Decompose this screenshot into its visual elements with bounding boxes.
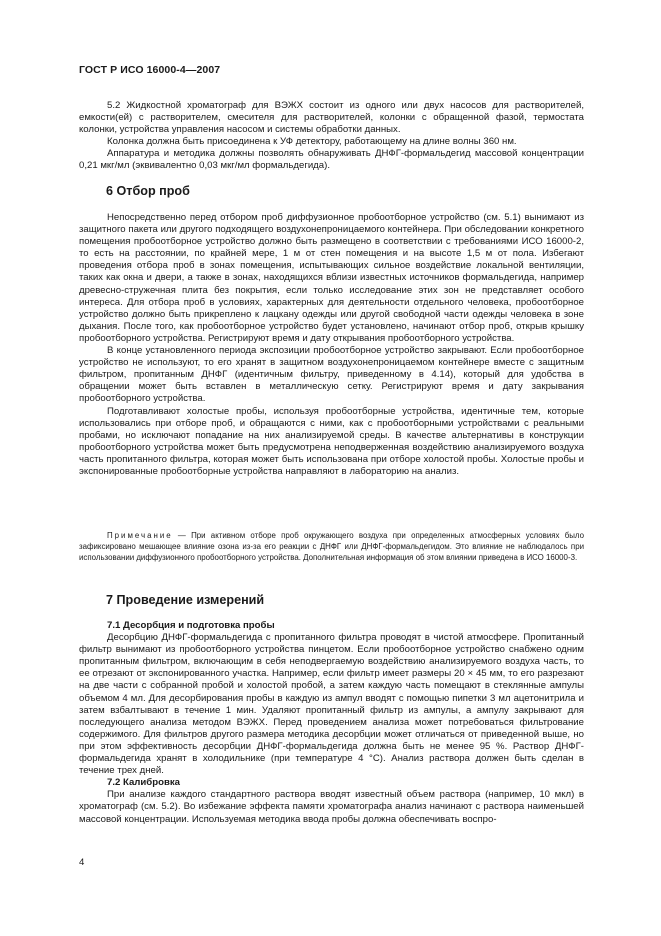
paragraph: Аппаратура и методика должны позволять обнаруживать ДНФГ-формальдегид массовой концентрации 0,21 мкг/мл (эквивалентно 0,03 мкг/мл формальдегида).	[79, 148, 584, 172]
paragraph: При анализе каждого стандартного раствора вводят известный объем раствора (например, 10 мкл) в хроматограф (см. 5.2). Во избежание эффекта памяти хроматографа анализ начинают с раствора наименьшей массовой концентрации. Используемая методика ввода пробы должна обеспечивать воспро-	[79, 789, 584, 825]
paragraph: Колонка должна быть присоединена к УФ детектору, работающему на длине волны 360 нм.	[107, 136, 517, 148]
document-header: ГОСТ Р ИСО 16000-4—2007	[79, 64, 221, 76]
page-number: 4	[79, 857, 85, 868]
clause-5-2	[79, 100, 584, 173]
section-6-heading: 6 Отбор проб	[106, 184, 190, 198]
note-paragraph	[79, 530, 584, 564]
note-block	[79, 530, 584, 564]
section-7-body	[79, 620, 584, 826]
subsection-7-2-title: 7.2 Калибровка	[107, 777, 180, 789]
note-label: Примечание	[107, 531, 173, 540]
subsection-7-1-title: 7.1 Десорбция и подготовка пробы	[107, 620, 275, 631]
section-6-body	[79, 212, 584, 478]
paragraph: Десорбцию ДНФГ-формальдегида с пропитанного фильтра проводят в чистой атмосфере. Пропитанный фильтр вынимают из пробоотборного устройства пинцетом. Если пробоотборное устройство снабжено одним пропитанным фильтром, включающим в себя неподвергаемую воздействию анализируемого воздуха часть, то ее отрезают от экспонированного участка. Например, если фильтр имеет размеры 20 × 45 мм, то его разрезают на две части с собранной пробой и холостой пробой, а затем каждую часть помещают в стеклянные ампулы объемом 4 мл. Для десорбирования пробы в каждую из ампул вводят с помощью пипетки 3 мл ацетонитрила и затем взбалтывают в течение 1 мин. Удаляют пропитанный фильтр из ампулы, а ампулу закрывают для последующего анализа методом ВЭЖХ. Перед проведением анализа может потребоваться фильтрование содержимого. Для фильтров другого размера методика десорбции может отличаться от приведенной выше, но при этом эффективность десорбции ДНФГ-формальдегида должна быть не менее 95 %. Раствор ДНФГ-формальдегида хранят в холодильнике (при температуре 4 °С). Анализ раствора должен быть сделан в течение трех дней.	[79, 632, 584, 777]
paragraph: 5.2 Жидкостной хроматограф для ВЭЖХ состоит из одного или двух насосов для растворителей, емкости(ей) с растворителем, смесителя для растворителей, колонки с обращенной фазой, термостата колонки, устройства управления насосом и системы обработки данных.	[79, 100, 584, 136]
paragraph: Подготавливают холостые пробы, используя пробоотборные устройства, идентичные тем, которые использовались при отборе проб, и обращаются с ними, как с пробоотборными устройствами с реальными пробами, но исключают попадание на них анализируемой среды. В качестве альтернативы в конструкции пробоотборного устройства может быть предусмотрена неподверженная воздействию анализируемого воздуха часть пропитанного фильтра, которая может быть использована при отборе холостой пробы. Холостые пробы и экспонированные пробоотборные устройства направляют в лабораторию на анализ.	[79, 405, 584, 477]
note-text: — При активном отборе проб окружающего воздуха при определенных атмосферных условиях было зафиксировано мешающее влияние озона из-за его реакции с ДНФГ или ДНФГ-формальдегидом. Это влияние не наблюдалось при использовании диффузионного пробоотборного устройства. Дополнительная информация об этом влиянии приведена в ИСО 16000-3.	[79, 531, 584, 563]
section-7-heading: 7 Проведение измерений	[106, 593, 265, 607]
paragraph: В конце установленного периода экспозиции пробоотборное устройство закрывают. Если пробоотборное устройство не используют, то его хранят в защитном воздухонепроницаемом контейнере вместе с защитным фильтром, пропитанным ДНФГ (идентичным фильтру, приведенному в 4.14), который для удобства в обращении может быть вставлен в металлическую сетку. Регистрируют время и дату закрывания пробоотборного устройства.	[79, 345, 584, 405]
paragraph: Непосредственно перед отбором проб диффузионное пробоотборное устройство (см. 5.1) вынимают из защитного пакета или другого подходящего воздухонепроницаемого контейнера. При обследовании конкретного помещения пробоотборное устройство должно быть размещено в соответствии с требованиями ИСО 16000-2, то есть на расстоянии, по крайней мере, 1 м от стен помещения и на высоте 1,5 м от пола. Избегают проведения отбора проб в зонах помещения, испытывающих сильное воздействие локальной вентиляции, таких как окна и двери, а также в зонах, находящихся вблизи известных источников формальдегида, например древесно-стружечная плита без покрытия, если только исследование этих зон не представляет особого интереса. Для отбора проб в условиях, характерных для деятельности отдельного человека, пробоотборное устройство должно быть прикреплено к лацкану одежды или другой свободной части одежды человека в зоне дыхания. После того, как пробоотборное устройство будет установлено, начинают отбор проб, открыв крышку пробоотборного устройства. Регистрируют время и дату открывания пробоотборного устройства.	[79, 212, 584, 344]
